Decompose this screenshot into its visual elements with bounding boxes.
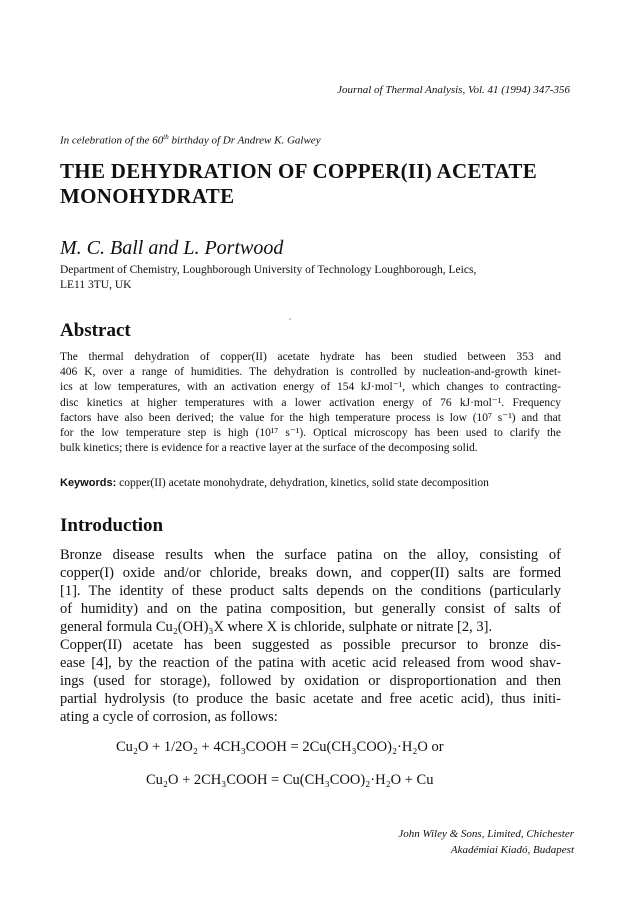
abstract-line: factors have also been derived; the value for the high temperature process is low (10⁷ s⁻¹) and that (60, 411, 561, 424)
abstract-line: 406 K, over a range of humidities. The dehydration is controlled by nucleation-and-growth kinet- (60, 366, 561, 379)
affiliation-line-1: Department of Chemistry, Loughborough University of Technology Loughborough, Leics, (60, 264, 477, 276)
intro-line: ating a cycle of corrosion, as follows: (60, 709, 278, 725)
affiliation (60, 263, 570, 293)
intro-line: ings (used for storage), followed by oxidation or disproportionation and then (60, 673, 561, 689)
equation-2: Cu₂O + 2CH₃COOH = Cu(CH₃COO)₂·H₂O + Cu (146, 772, 434, 788)
keywords-text: copper(II) acetate monohydrate, dehydration, kinetics, solid state decomposition (116, 477, 489, 489)
dedication (60, 133, 321, 147)
abstract-line: for the low temperature step is high (10¹⁷ s⁻¹). Optical microscopy has been used to clarify the (60, 426, 561, 439)
abstract-heading: Abstract (60, 320, 131, 341)
paper-title (60, 159, 580, 209)
introduction-heading: Introduction (60, 515, 164, 536)
journal-reference: Journal of Thermal Analysis, Vol. 41 (1994) 347-356 (337, 84, 570, 96)
dedication-superscript: th (163, 133, 169, 141)
affiliation-line-2: LE11 3TU, UK (60, 279, 132, 291)
intro-line: copper(I) oxide and/or chloride, breaks down, and copper(II) salts are formed (60, 565, 561, 581)
abstract-line: disc kinetics at higher temperatures with a lower activation energy of 76 kJ·mol⁻¹. Frequency (60, 396, 561, 409)
speck-mark (289, 318, 291, 320)
equation-1: Cu₂O + 1/2O₂ + 4CH₃COOH = 2Cu(CH₃COO)₂·H₂O or (116, 739, 444, 755)
publisher-line-2: Akadémiai Kiadó, Budapest (450, 844, 574, 856)
intro-line: of humidity) and on the patina composition, but generally consist of salts of (60, 601, 561, 617)
authors: M. C. Ball and L. Portwood (60, 237, 284, 259)
keywords-label: Keywords: (60, 477, 117, 489)
publisher-line-1: John Wiley & Sons, Limited, Chichester (398, 828, 574, 840)
intro-line: Bronze disease results when the surface patina on the alloy, consisting of (60, 547, 561, 563)
introduction-body (60, 546, 561, 726)
intro-line: ease [4], by the reaction of the patina with acetic acid released from wood shav- (60, 655, 561, 671)
abstract-line: bulk kinetics; there is evidence for a reactive layer at the surface of the decomposing solid. (60, 442, 478, 455)
dedication-suffix: birthday of Dr Andrew K. Galwey (168, 134, 321, 147)
intro-line: general formula Cu₂(OH)₃X where X is chloride, sulphate or nitrate [2, 3]. (60, 619, 493, 635)
intro-line: partial hydrolysis (to produce the basic acetate and free acetic acid), thus initi- (60, 691, 561, 707)
abstract-line: The thermal dehydration of copper(II) acetate hydrate has been studied between 353 and (60, 351, 561, 363)
title-line-1: THE DEHYDRATION OF COPPER(II) ACETATE (60, 159, 538, 183)
keywords (60, 477, 489, 489)
abstract-line: ics at low temperatures, with an activation energy of 154 kJ·mol⁻¹, which changes to contracting- (60, 381, 561, 394)
intro-line: [1]. The identity of these product salts depends on the conditions (particularly (60, 583, 561, 599)
dedication-prefix: In celebration of the 60 (60, 134, 164, 147)
abstract-body (60, 350, 561, 456)
intro-line: Copper(II) acetate has been suggested as possible precursor to bronze dis- (60, 637, 561, 653)
title-line-2: MONOHYDRATE (60, 184, 235, 208)
